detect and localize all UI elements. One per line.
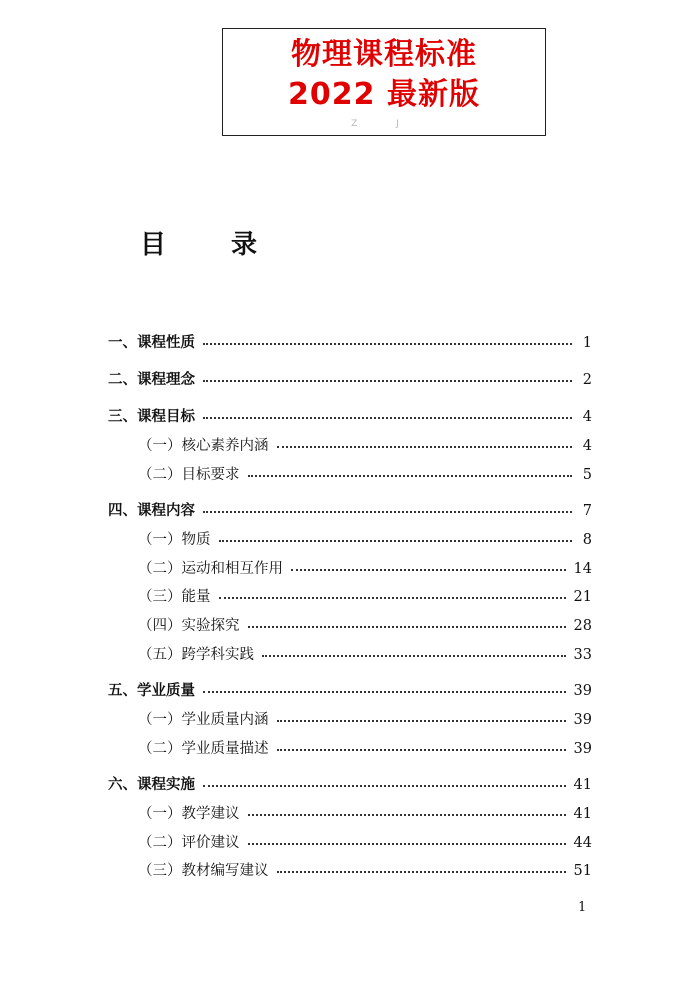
toc-entry-page: 51 [573, 863, 592, 879]
toc-leader-dots [219, 597, 566, 599]
page-number: 1 [578, 900, 587, 915]
toc-leader-dots [248, 475, 573, 477]
toc-entry[interactable] [108, 499, 592, 521]
toc-entry-page: 1 [582, 335, 592, 351]
toc-leader-dots [219, 540, 573, 542]
toc-entry-page: 39 [573, 712, 592, 728]
toc-entry[interactable] [138, 463, 592, 485]
toc-leader-dots [248, 843, 566, 845]
toc-entry[interactable] [108, 331, 592, 353]
toc-entry-page: 41 [573, 777, 592, 793]
toc-entry[interactable] [138, 802, 592, 824]
toc-entry-label: （一）学业质量内涵 [138, 712, 269, 728]
toc-entry-label: 三、课程目标 [108, 409, 195, 425]
toc-entry-page: 7 [582, 503, 592, 519]
title-line-1: 物理课程标准 [291, 37, 477, 72]
toc-entry-page: 5 [582, 467, 592, 483]
toc-entry-page: 4 [582, 438, 592, 454]
toc-entry-label: 六、课程实施 [108, 777, 195, 793]
toc-entry[interactable] [138, 434, 592, 456]
toc-entry-page: 39 [573, 741, 592, 757]
toc-entry[interactable] [138, 708, 592, 730]
toc-leader-dots [277, 749, 566, 751]
toc-entry[interactable] [138, 831, 592, 853]
toc-leader-dots [248, 626, 566, 628]
toc-leader-dots [262, 655, 566, 657]
watermark-text: Z J [351, 119, 417, 129]
toc-leader-dots [203, 785, 566, 787]
toc-entry-label: （二）评价建议 [138, 835, 240, 851]
toc-entry-page: 39 [573, 683, 592, 699]
toc-entry-page: 41 [573, 806, 592, 822]
toc-entry[interactable] [108, 773, 592, 795]
toc-leader-dots [277, 720, 566, 722]
title-line-2: 2022 最新版 [288, 77, 480, 112]
toc-entry-label: （二）学业质量描述 [138, 741, 269, 757]
toc-entry-page: 14 [573, 561, 592, 577]
toc-entry-page: 21 [573, 589, 592, 605]
toc-leader-dots [203, 511, 572, 513]
toc-entry[interactable] [138, 528, 592, 550]
toc-entry[interactable] [108, 679, 592, 701]
toc-entry[interactable] [138, 585, 592, 607]
toc-entry[interactable] [138, 859, 592, 881]
toc-leader-dots [203, 691, 566, 693]
toc-leader-dots [203, 380, 572, 382]
toc-entry-label: 一、课程性质 [108, 335, 195, 351]
toc-entry-label: （三）能量 [138, 589, 211, 605]
toc-entry-label: （二）运动和相互作用 [138, 561, 283, 577]
toc-leader-dots [277, 871, 566, 873]
toc-entry-page: 33 [573, 647, 592, 663]
toc-entry[interactable] [138, 614, 592, 636]
toc-leader-dots [277, 446, 573, 448]
toc-leader-dots [203, 343, 572, 345]
toc-leader-dots [203, 417, 572, 419]
toc-entry-page: 44 [573, 835, 592, 851]
toc-entry[interactable] [108, 405, 592, 427]
toc-entry-label: （一）教学建议 [138, 806, 240, 822]
toc-entry[interactable] [138, 557, 592, 579]
toc-entry-page: 8 [582, 532, 592, 548]
toc-entry-label: （三）教材编写建议 [138, 863, 269, 879]
toc-entry-label: 四、课程内容 [108, 503, 195, 519]
toc-entry-page: 4 [582, 409, 592, 425]
toc-entry-page: 28 [573, 618, 592, 634]
toc-entry-label: （四）实验探究 [138, 618, 240, 634]
toc-entry-label: （五）跨学科实践 [138, 647, 254, 663]
toc-heading: 目 录 [140, 230, 286, 260]
toc-entry[interactable] [138, 737, 592, 759]
toc-entry[interactable] [108, 368, 592, 390]
toc-entry[interactable] [138, 643, 592, 665]
toc-entry-label: （一）核心素养内涵 [138, 438, 269, 454]
toc-entry-page: 2 [582, 372, 592, 388]
toc-entry-label: （二）目标要求 [138, 467, 240, 483]
toc-leader-dots [248, 814, 566, 816]
toc-entry-label: （一）物质 [138, 532, 211, 548]
toc-leader-dots [291, 569, 566, 571]
toc-entry-label: 二、课程理念 [108, 372, 195, 388]
toc-entry-label: 五、学业质量 [108, 683, 195, 699]
